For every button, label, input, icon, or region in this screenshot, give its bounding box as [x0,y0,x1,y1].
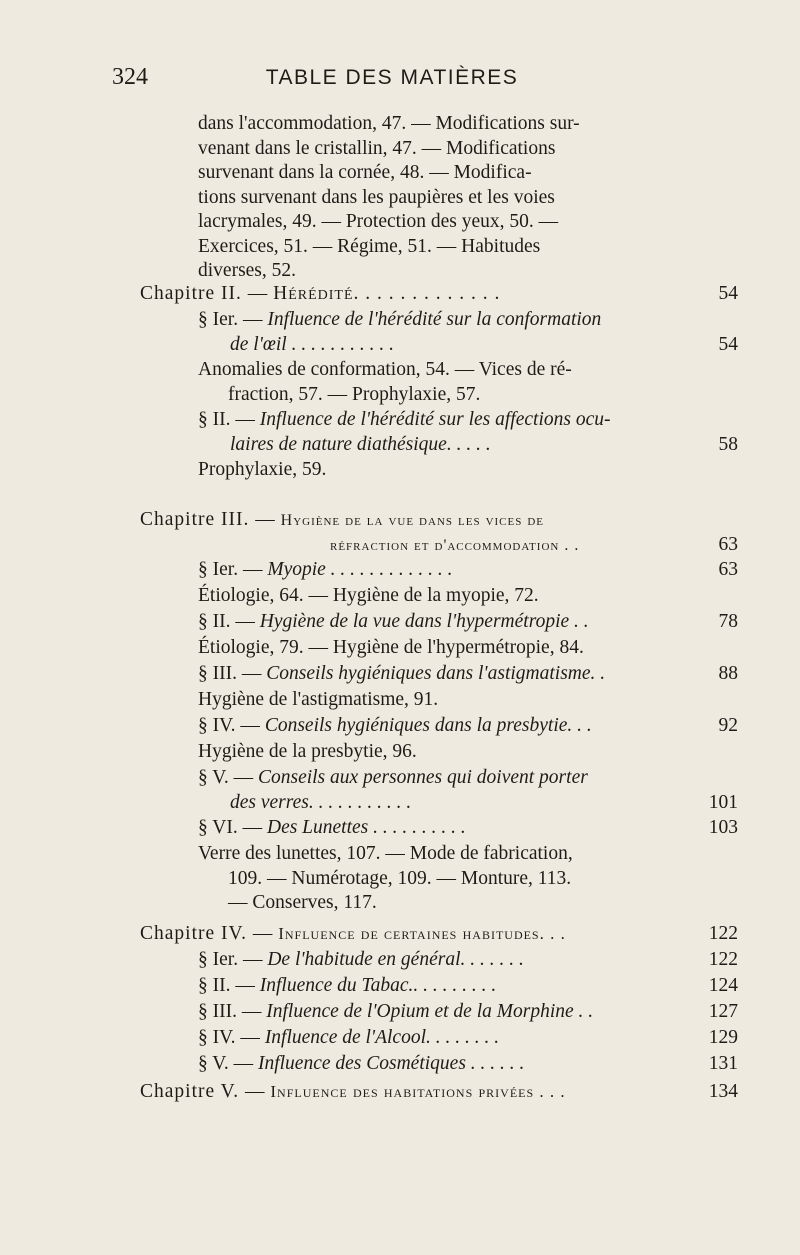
text-line: — Conserves, 117. [228,892,377,913]
text-line: Anomalies de conformation, 54. — Vices de ré- [198,359,572,380]
text-line: Verre des lunettes, 107. — Mode de fabrication, [198,843,573,864]
toc-chapter-2 [140,282,738,307]
section-title-cont: laires de nature diathésique. . . . . [230,433,491,455]
toc-section [198,974,738,999]
section-label: § III. — [198,663,262,684]
toc-subitems [198,458,738,483]
chapter-label: Chapitre V. — [140,1081,266,1102]
toc-section [198,1026,738,1051]
text-line: tions survenant dans les paupières et les voies [198,186,555,208]
toc-subitems [198,740,738,765]
section-title: Influence de l'hérédité sur les affections ocu- [259,409,611,430]
section-title: Influence de l'Alcool. . . . . . . . [264,1027,500,1048]
section-label: § V. — [198,767,254,788]
toc-chapter-4 [140,922,738,947]
toc-section [198,1052,738,1077]
toc-subitems [198,358,738,407]
page-ref: 101 [708,791,738,813]
section-title: Hygiène de la vue dans l'hypermétropie . . [259,611,589,632]
toc-section [198,662,738,687]
toc-subitems [198,584,738,609]
chapter-label: Chapitre II. — [140,283,269,304]
toc-chapter-5 [140,1080,738,1105]
section-title: Influence de l'hérédité sur la conformation [267,309,602,330]
page-ref: 122 [708,949,738,970]
section-label: § II. — [198,409,255,430]
section-title: De l'habitude en général. . . . . . . [267,949,524,970]
section-label: § II. — [198,975,255,996]
page-ref: 131 [708,1053,738,1074]
chapter-title: Influence des habitations privées . . . [270,1082,566,1101]
section-label: § Ier. — [198,559,263,580]
page-number: 324 [112,64,148,90]
toc-section [198,1000,738,1025]
page-ref: 63 [718,559,738,580]
page-ref: 92 [718,715,738,736]
section-title: Influence de l'Opium et de la Morphine . . [266,1001,594,1022]
chapter-title: Hygiène de la vue dans les vices de [280,512,545,529]
page-ref: 63 [718,533,738,555]
section-title: Des Lunettes . . . . . . . . . . [266,817,466,838]
toc-section [198,948,738,973]
page-ref: 58 [718,433,738,455]
section-title: Influence des Cosmétiques . . . . . . [257,1053,525,1074]
page-ref: 129 [708,1027,738,1048]
section-title-cont: des verres. . . . . . . . . . . [230,791,412,813]
section-title: Influence du Tabac.. . . . . . . . . [259,975,497,996]
toc-section [198,558,738,583]
text-line: Étiologie, 64. — Hygiène de la myopie, 72. [198,585,539,606]
text-line: lacrymales, 49. — Protection des yeux, 50. — [198,211,559,232]
text-line: survenant dans la cornée, 48. — Modifica- [198,162,532,183]
page-ref: 122 [708,923,738,944]
text-line: Exercices, 51. — Régime, 51. — Habitudes [198,235,541,257]
section-label: § III. — [198,1001,262,1022]
page-ref: 88 [718,663,738,684]
page-ref: 54 [718,283,738,304]
chapter-label: Chapitre III. — [140,509,276,530]
chapter-label: Chapitre IV. — [140,923,274,944]
section-label: § IV. — [198,1027,260,1048]
section-label: § II. — [198,611,255,632]
section-title-cont: de l'œil . . . . . . . . . . . [230,333,394,355]
toc-subitems [198,636,738,661]
toc-subitems [198,688,738,713]
page-ref: 103 [708,817,738,838]
toc-section [198,408,738,457]
section-label: § IV. — [198,715,260,736]
section-label: § VI. — [198,817,263,838]
continuation-paragraph [198,112,743,284]
section-label: § Ier. — [198,949,263,970]
toc-section [198,308,738,357]
toc-section [198,766,738,815]
page-header [112,64,672,100]
section-label: § V. — [198,1053,254,1074]
page-ref: 54 [718,333,738,355]
toc-chapter-3 [140,508,738,558]
chapter-title: Influence de certaines habitudes. . . [278,924,566,943]
section-title: Conseils aux personnes qui doivent porter [257,767,588,788]
text-line: 109. — Numérotage, 109. — Monture, 113. [228,867,572,889]
text-line: dans l'accommodation, 47. — Modifications sur- [198,113,580,134]
toc-subitems [198,842,738,916]
text-line: diverses, 52. [198,260,297,281]
chapter-title: Hérédité. . . . . . . . . . . . . [273,283,501,304]
page-ref: 127 [708,1001,738,1022]
running-title: TABLE DES MATIÈRES [265,66,519,89]
toc-section [198,714,738,739]
toc-section [198,610,738,635]
text-line: fraction, 57. — Prophylaxie, 57. [228,383,481,405]
toc-section [198,816,738,841]
text-line: venant dans le cristallin, 47. — Modifications [198,137,556,159]
section-title: Conseils hygiéniques dans la presbytie. . . [264,715,592,736]
page-ref: 134 [708,1081,738,1102]
text-line: Prophylaxie, 59. [198,459,327,480]
text-line: Étiologie, 79. — Hygiène de l'hypermétropie, 84. [198,637,584,658]
section-label: § Ier. — [198,309,263,330]
section-title: Myopie . . . . . . . . . . . . . [267,559,453,580]
page-ref: 78 [718,611,738,632]
text-line: Hygiène de la presbytie, 96. [198,741,417,762]
text-line: Hygiène de l'astigmatisme, 91. [198,689,439,710]
page-ref: 124 [708,975,738,996]
section-title: Conseils hygiéniques dans l'astigmatisme. . [266,663,606,684]
chapter-title-cont: réfraction et d'accommodation . . [330,536,580,554]
